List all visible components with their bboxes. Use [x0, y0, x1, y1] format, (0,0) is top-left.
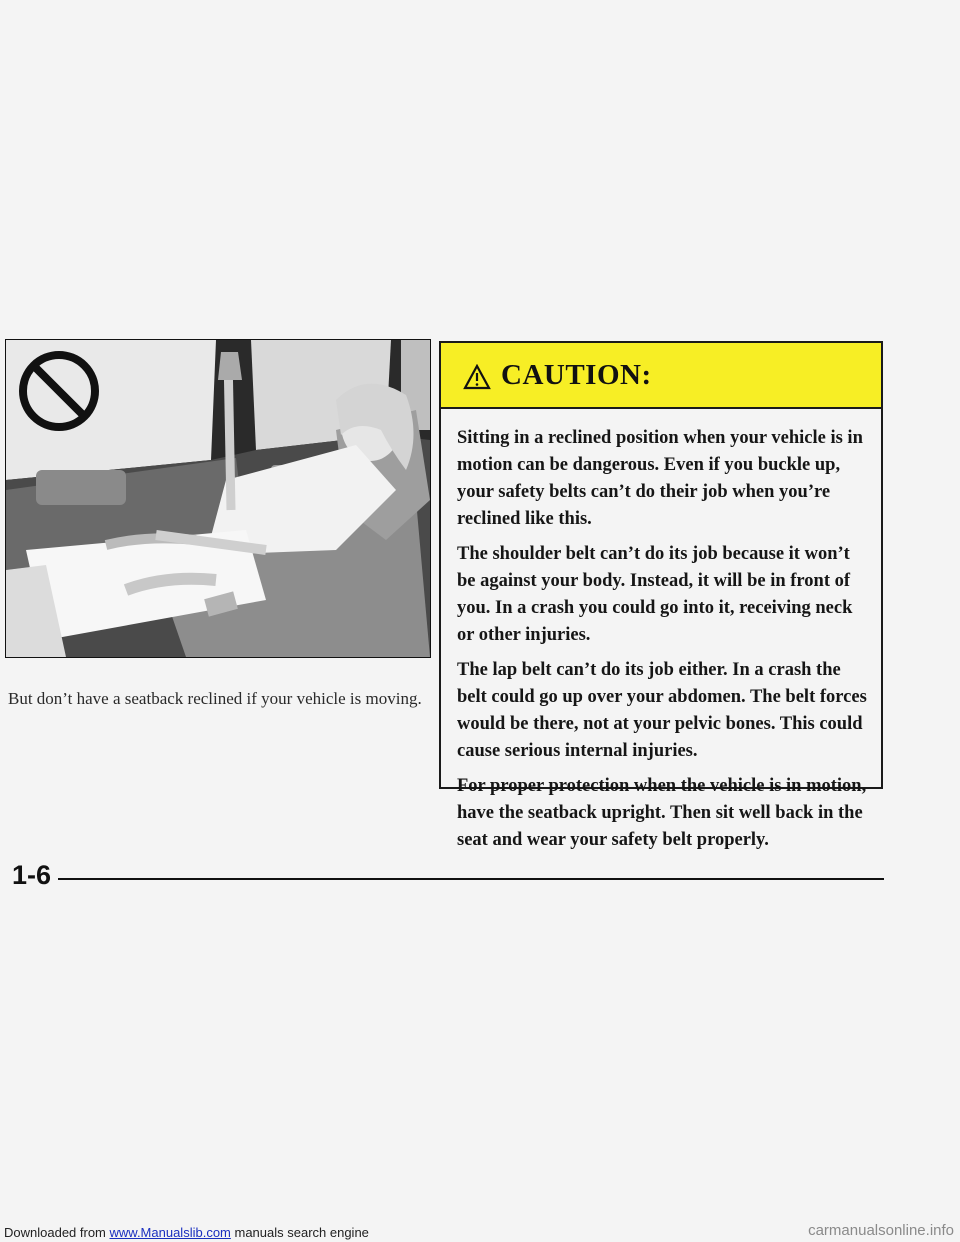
- download-footer: [4, 1225, 369, 1240]
- page-divider: [58, 878, 884, 880]
- caution-box: [439, 341, 883, 850]
- caution-paragraph: For proper protection when the vehicle is in motion, have the seatback upright. Then sit well back in the seat and wear your safety belt properly.: [457, 776, 867, 850]
- footer-suffix: manuals search engine: [230, 1225, 369, 1240]
- watermark: carmanualsonline.info: [808, 1222, 954, 1239]
- warning-triangle-icon: [463, 364, 491, 390]
- caution-paragraph: Sitting in a reclined position when your vehicle is in motion can be dangerous. Even if you buckle up, your safety belts can’t do their job when you’re reclined like this.: [457, 428, 863, 529]
- manualslib-link[interactable]: www.Manualslib.com: [109, 1225, 231, 1240]
- illustration-caption: But don’t have a seatback reclined if your vehicle is moving.: [8, 689, 422, 708]
- caution-title: CAUTION:: [501, 358, 652, 391]
- page-number: 1-6: [12, 860, 52, 890]
- caution-paragraph: The shoulder belt can’t do its job because it won’t be against your body. Instead, it will be in front of you. In a crash you could go into it, receiving neck or other injuries.: [457, 544, 853, 645]
- caution-body: [441, 409, 881, 854]
- footer-prefix: Downloaded from: [4, 1225, 110, 1240]
- caution-header: [441, 343, 881, 409]
- reclined-seat-illustration: [5, 339, 431, 658]
- caution-paragraph: The lap belt can’t do its job either. In a crash the belt could go up over your abdomen. The belt forces would be there, not at your pelvic bones. This could cause serious internal injuries.: [457, 660, 867, 761]
